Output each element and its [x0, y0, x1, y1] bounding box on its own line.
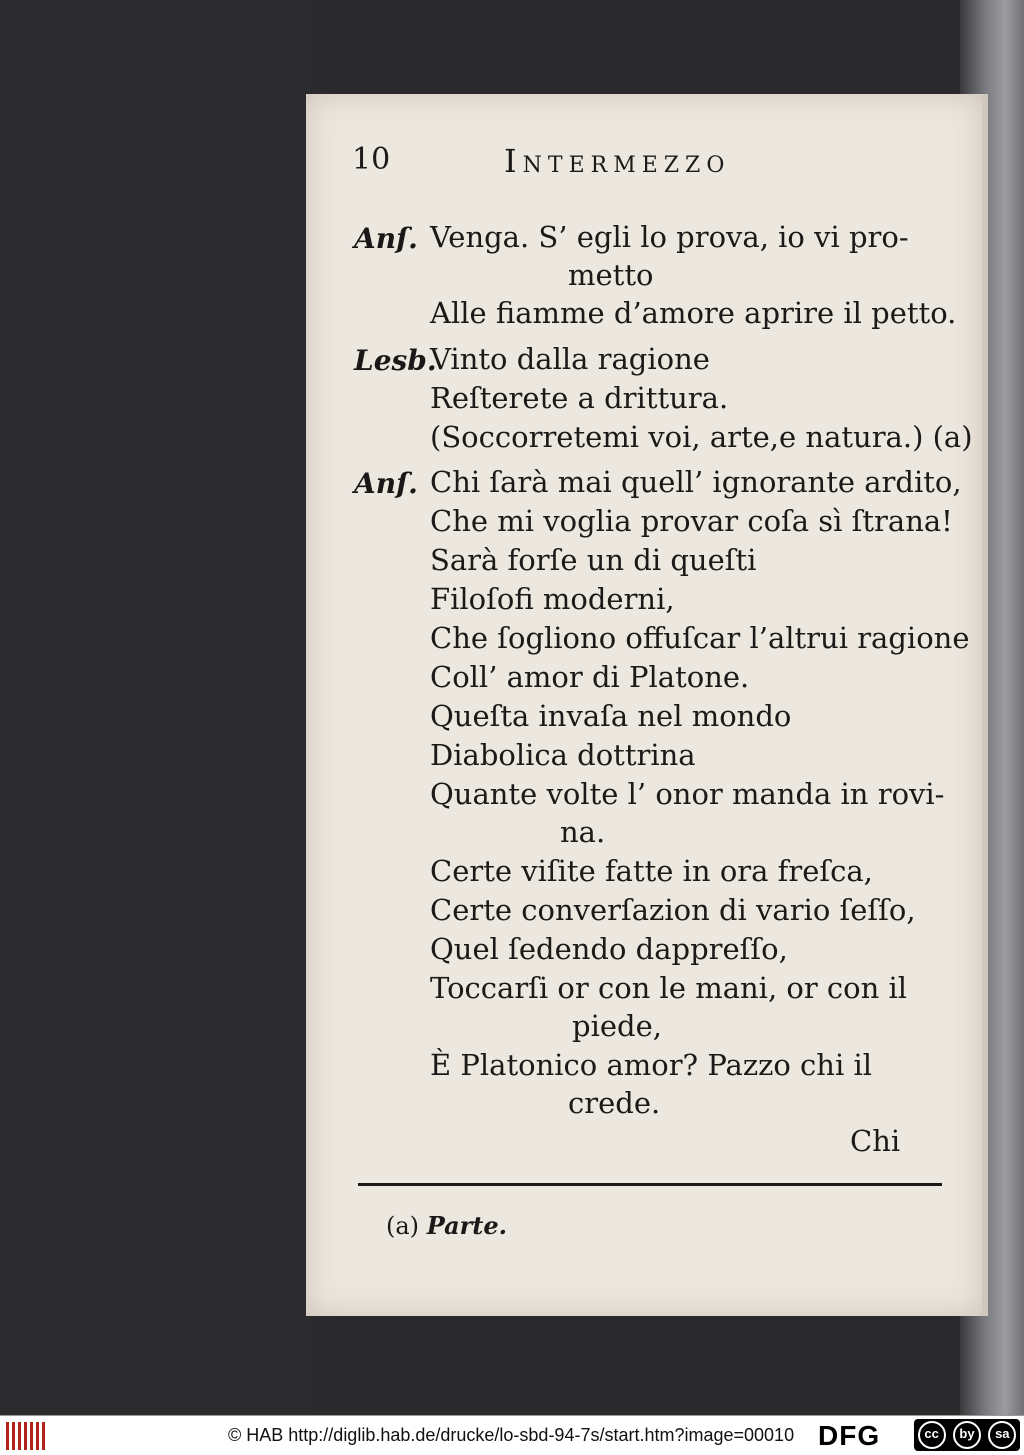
- verse-line: Toccarſi or con le mani, or con il: [430, 971, 908, 1005]
- scan-background-left: [0, 0, 310, 1415]
- verse-line: Che mi voglia provar coſa sì ſtrana!: [430, 504, 953, 538]
- speaker-label: Lesb.: [354, 344, 437, 377]
- verse-line: Venga. S’ egli lo prova, io vi pro-: [430, 220, 909, 254]
- verse-line: (Soccorretemi voi, arte,e natura.) (a): [430, 420, 973, 454]
- verse-line: Vinto dalla ragione: [430, 342, 710, 376]
- verse-line: Queſta invaſa nel mondo: [430, 699, 792, 733]
- by-icon: by: [953, 1421, 981, 1449]
- footnote-text: Parte.: [426, 1211, 507, 1240]
- page-number: 10: [352, 142, 391, 177]
- footnote-rule: [358, 1183, 942, 1186]
- verse-line: crede.: [568, 1086, 661, 1120]
- verse-line: metto: [568, 258, 654, 292]
- cc-icon: cc: [918, 1421, 946, 1449]
- verse-line: È Platonico amor? Pazzo chi il: [430, 1048, 873, 1082]
- footnote: [386, 1211, 507, 1240]
- speaker-label: Anſ.: [354, 467, 418, 500]
- speaker-label: Anſ.: [354, 222, 418, 255]
- verse-line: Quel ſedendo dappreſſo,: [430, 932, 788, 966]
- cc-license-badge[interactable]: [914, 1419, 1020, 1451]
- book-page: [306, 94, 988, 1316]
- catchword: Chi: [850, 1124, 901, 1158]
- verse-line: piede,: [572, 1009, 662, 1043]
- verse-line: Che ſogliono offuſcar l’altrui ragione: [430, 621, 970, 655]
- footnote-marker: (a): [386, 1212, 420, 1240]
- footer-bar: [0, 1415, 1024, 1455]
- sa-icon: sa: [988, 1421, 1016, 1449]
- verse-line: Reſterete a drittura.: [430, 381, 729, 415]
- verse-line: Sarà forſe un di queſti: [430, 543, 757, 577]
- verse-line: Chi ſarà mai quell’ ignorante ardito,: [430, 465, 962, 499]
- verse-line: Filoſofi moderni,: [430, 582, 675, 616]
- verse-line: Alle fiamme d’amore aprire il petto.: [430, 296, 957, 330]
- running-head: Intermezzo: [504, 142, 731, 180]
- dfg-logo: DFG: [818, 1420, 881, 1451]
- verse-line: Certe converſazion di vario ſeſſo,: [430, 893, 916, 927]
- hab-logo-icon: [6, 1422, 46, 1450]
- verse-line: na.: [560, 815, 606, 849]
- verse-line: Coll’ amor di Platone.: [430, 660, 750, 694]
- verse-line: Diabolica dottrina: [430, 738, 696, 772]
- verse-line: Quante volte l’ onor manda in rovi-: [430, 777, 945, 811]
- copyright-link[interactable]: © HAB http://diglib.hab.de/drucke/lo-sbd-94-7s/start.htm?image=00010: [228, 1425, 795, 1445]
- verse-line: Certe viſite fatte in ora freſca,: [430, 854, 873, 888]
